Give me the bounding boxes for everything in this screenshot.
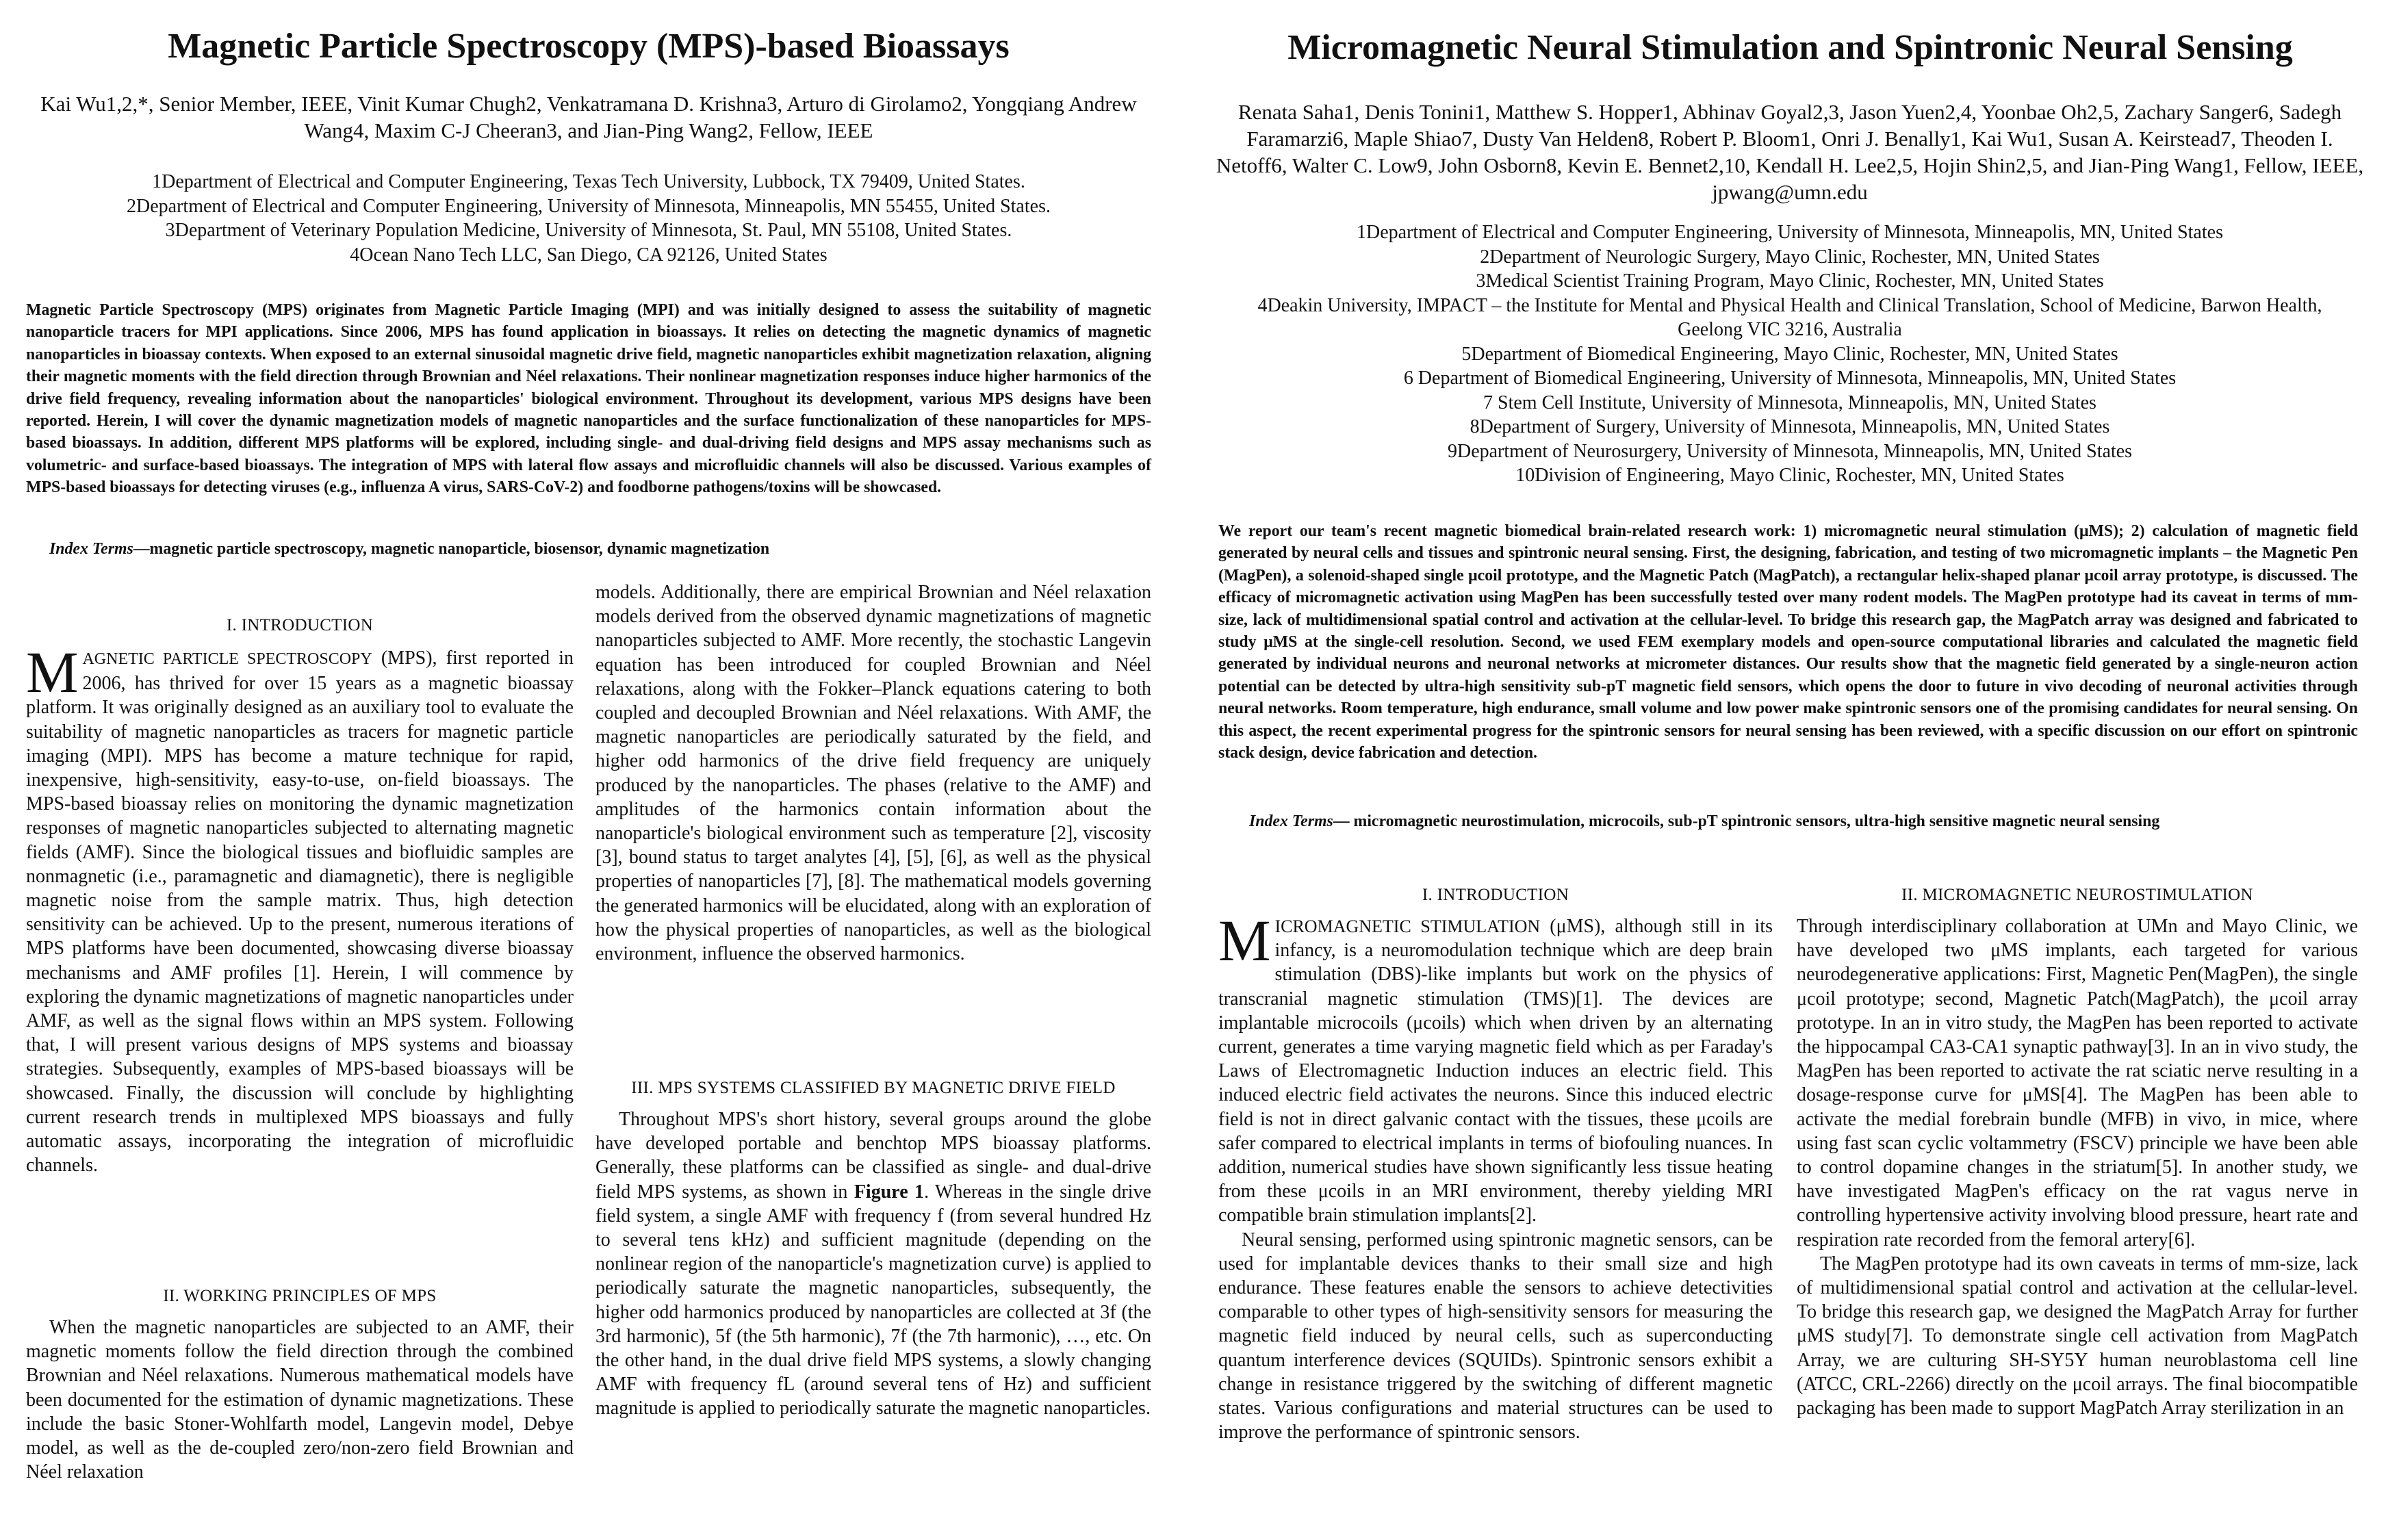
affiliation-line: 5Department of Biomedical Engineering, Mayo Clinic, Rochester, MN, United States (1461, 343, 2118, 365)
affiliation-line: 2Department of Neurologic Surgery, Mayo Clinic, Rochester, MN, United States (1480, 246, 2100, 268)
right-intro-paragraph-2: Neural sensing, performed using spintronic magnetic sensors, can be used for implantable devices thanks to their small size and high endurance. These features enable the sensors to achieve detectivities comparable to other types of high-sensitivity sensors for measuring the magnetic field induced by neural cells, such as superconducting quantum interference devices (SQUIDs). Spintronic sensors exhibit a change in resistance triggered by the switching of different magnetic states. Various configurations and material structures can be used to improve the performance of spintronic sensors. (1218, 1229, 1773, 1443)
left-column-1 (26, 639, 574, 1177)
index-terms-label: Index Terms (49, 540, 133, 558)
working-paragraph: When the magnetic nanoparticles are subjected to an AMF, their magnetic moments follow the field direction through the combined Brownian and Néel relaxations. Numerous mathematical models have been documented for the estimation of dynamic magnetizations. These include the basic Stoner-Wohlfarth model, Langevin model, Debye model, as well as the de-coupled zero/non-zero field Brownian and Néel relaxation (26, 1317, 574, 1483)
left-paper-affiliations (41, 170, 1136, 267)
left-systems-text (595, 1107, 1151, 1421)
affiliation-line: 6 Department of Biomedical Engineering, University of Minnesota, Minneapolis, MN, United States (1403, 368, 2177, 389)
systems-text-a: Throughout MPS's short history, several groups around the globe have developed portable and benchtop MPS bioassay platforms. Generally, these platforms can be classified as single- and dual-drive field MPS systems, as shown in (595, 1109, 1151, 1203)
left-column-2 (595, 580, 1151, 966)
systems-text-b: . Whereas in the single drive field system, a single AMF with frequency f (from several hundred Hz to several tens kHz) and sufficient magnitude (depending on the nonlinear region of the nanoparticle's magnetization curve) is applied to periodically saturate the magnetic nanoparticles, subsequently, the higher odd harmonics produced by nanoparticles are collected at 3f (the 3rd harmonic), 5f (the 5th harmonic), 7f (the 7th harmonic), …, etc. On the other hand, in the dual drive field MPS systems, a slowly changing AMF with frequency fL (around several tens of Hz) and sufficient magnitude is applied to periodically saturate the magnetic nanoparticles. (595, 1181, 1152, 1420)
affiliation-line: 7 Stem Cell Institute, University of Minnesota, Minneapolis, MN, United States (1483, 392, 2096, 413)
intro-caps-lead: ICROMAGNETIC STIMULATION (1274, 916, 1541, 936)
index-terms-text: —magnetic particle spectroscopy, magnetic nanoparticle, biosensor, dynamic magnetization (133, 540, 770, 558)
left-working-heading: II. WORKING PRINCIPLES OF MPS (163, 1287, 437, 1305)
right-stim-heading: II. MICROMAGNETIC NEUROSTIMULATION (1901, 886, 2253, 904)
right-intro-heading: I. INTRODUCTION (1422, 886, 1569, 904)
left-paper-abstract: Magnetic Particle Spectroscopy (MPS) originates from Magnetic Particle Imaging (MPI) and was initially designed to assess the suitability of magnetic nanoparticle tracers for MPI applications. Since 2006, MPS has found application in bioassays. It relies on detecting the magnetic dynamics of magnetic nanoparticles in bioassay contexts. When exposed to an external sinusoidal magnetic drive field, magnetic nanoparticles exhibit magnetization relaxation, aligning their magnetic moments with the field direction through Brownian and Néel relaxations. Their nonlinear magnetization responses induce higher harmonics of the drive field frequency, revealing information about the nanoparticles' biological environment. Throughout its development, various MPS designs have been reported. Herein, I will cover the dynamic magnetization models of magnetic nanoparticles and the surface functionalization of these nanoparticles for MPS-based bioassays. In addition, different MPS platforms will be explored, including single- and dual-driving field designs and MPS assay mechanisms such as volumetric- and surface-based bioassays. The integration of MPS with lateral flow assays and microfluidic channels will also be discussed. Various examples of MPS-based bioassays for detecting viruses (e.g., influenza A virus, SARS-CoV-2) and foodborne pathogens/toxins will be showcased. (26, 301, 1151, 497)
left-paper-index-terms (49, 538, 1144, 560)
dropcap-letter: M (26, 639, 79, 705)
left-systems-heading: III. MPS SYSTEMS CLASSIFIED BY MAGNETIC DRIVE FIELD (631, 1079, 1116, 1097)
left-intro-paragraph (26, 639, 574, 1177)
affiliation-line: 3Department of Veterinary Population Medicine, University of Minnesota, St. Paul, MN 55108, United States. (165, 220, 1012, 241)
right-paper-index-terms (1249, 810, 2358, 832)
right-paper-affiliations (1235, 220, 2344, 488)
index-terms-label: Index Terms (1249, 812, 1333, 830)
right-paper (1194, 0, 2386, 1540)
affiliation-line: 4Ocean Nano Tech LLC, San Diego, CA 92126, United States (350, 244, 828, 266)
intro-caps-lead: AGNETIC PARTICLE SPECTROSCOPY (82, 650, 372, 668)
affiliation-line: 8Department of Surgery, University of Minnesota, Minneapolis, MN, United States (1470, 416, 2110, 437)
left-paper (0, 0, 1177, 1540)
affiliation-line: 10Division of Engineering, Mayo Clinic, Rochester, MN, United States (1515, 465, 2064, 486)
left-paper-title: Magnetic Particle Spectroscopy (MPS)-based Bioassays (168, 27, 1010, 66)
left-working-text (26, 1316, 574, 1484)
right-intro-paragraph (1218, 908, 1773, 1228)
intro-body: (μMS), although still in its infancy, is a neuromodulation technique which are deep brain stimulation (DBS)-like implants but work on the physics of transcranial magnetic stimulation (TMS)[1]. The devices are implantable microcoils (μcoils) which when driven by an alternating current, generates a time varying magnetic field which as per Faraday's Laws of Electromagnetic Induction induces an electric field. This induced electric field activates the neurons. Since this induced electric field is not in direct galvanic contact with the tissues, these μcoils are safer compared to electrical implants in terms of biofouling nuances. In addition, numerical studies have shown significantly less tissue heating from these μcoils in an MRI environment, thereby yielding MRI compatible brain stimulation implants[2]. (1218, 916, 1773, 1227)
figure-reference: Figure 1 (854, 1181, 925, 1203)
dropcap-letter: M (1218, 908, 1271, 973)
left-paper-authors: Kai Wu1,2,*, Senior Member, IEEE, Vinit Kumar Chugh2, Venkatramana D. Krishna3, Arturo di Girolamo2, Yongqiang Andrew Wang4, Maxim C-J Cheeran3, and Jian-Ping Wang2, Fellow, IEEE (40, 92, 1137, 142)
left-intro-heading: I. INTRODUCTION (226, 616, 374, 634)
stim-paragraph: Through interdisciplinary collaboration at UMn and Mayo Clinic, we have developed two μMS implants, each targeted for various neurodegenerative applications: First, Magnetic Pen(MagPen), the single μcoil prototype; second, Magnetic Patch(MagPatch), the μcoil array prototype. In an in vitro study, the MagPen has been reported to activate the hippocampal CA3-CA1 synaptic pathway[3]. In an in vivo study, the MagPen has been reported to activate the rat sciatic nerve resulting in a dosage-response curve for μMS[4]. The MagPen has been able to activate the medial forebrain bundle (MFB) in vivo, in mice, where using fast scan cyclic voltammetry (FSCV) principle we have been able to control dopamine changes in the striatum[5]. In another study, we have investigated MagPen's efficacy on the rat vagus nerve in controlling hypertensive activity involving blood pressure, heart rate and respiration rate recorded from the femoral artery[6]. (1797, 916, 2358, 1250)
right-paper-title: Micromagnetic Neural Stimulation and Spintronic Neural Sensing (1287, 28, 2293, 67)
right-paper-abstract: We report our team's recent magnetic biomedical brain-related research work: 1) micromagnetic neural stimulation (μMS); 2) calculation of magnetic field generated by neural cells and tissues and spintronic neural sensing. First, the designing, fabrication, and testing of two micromagnetic implants – the Magnetic Pen (MagPen), a solenoid-shaped single μcoil prototype, and the Magnetic Patch (MagPatch), a rectangular helix-shaped planar μcoil array prototype, is discussed. The efficacy of micromagnetic activation using MagPen has been successfully tested over many rodent models. The MagPen prototype had its caveat in terms of mm-size, lack of multidimensional spatial control and activation at the cellular-level. To bridge this research gap, the MagPatch array was designed and fabricated to study μMS at the single-cell resolution. Second, we used FEM exemplary models and open-source computational libraries and calculated the magnetic field generated by individual neurons and neuronal networks at micrometer distances. Our results show that the magnetic field generated by a single-neuron action potential can be detected by ultra-high sensitivity sub-pT magnetic field sensors, which opens the door to future in vivo decoding of neuronal activities through neural networks. Room temperature, high endurance, small volume and low power make spintronic sensors one of the promising candidates for neural sensing. On this aspect, the recent experimental progress for the spintronic sensors for neural sensing has been reviewed, with a specific discussion on our effort on spintronic stack design, device fabrication and detection. (1218, 522, 2358, 762)
affiliation-line: 1Department of Electrical and Computer Engineering, University of Minnesota, Minneapolis, MN, United States (1357, 222, 2223, 243)
affiliation-line: 9Department of Neurosurgery, University of Minnesota, Minneapolis, MN, United States (1447, 440, 2133, 462)
right-column-1 (1218, 908, 1773, 1444)
affiliation-line: 2Department of Electrical and Computer Engineering, University of Minnesota, Minneapolis, MN 55455, United States. (127, 195, 1051, 217)
systems-paragraph (595, 1107, 1151, 1421)
intro-body: (MPS), first reported in 2006, has thrived for over 15 years as a magnetic bioassay platform. It was originally designed as an auxiliary tool to evaluate the suitability of magnetic nanoparticles as tracers for magnetic particle imaging (MPI). MPS has become a mature technique for rapid, inexpensive, high-sensitivity, easy-to-use, on-field bioassays. The MPS-based bioassay relies on monitoring the dynamic magnetization responses of magnetic nanoparticles subjected to alternating magnetic fields (AMF). Since the biological tissues and biofluidic samples are nonmagnetic (i.e., paramagnetic and diamagnetic), there is negligible magnetic noise from the sample matrix. Thus, high detection sensitivity can be achieved. Up to the present, numerous iterations of MPS platforms have been documented, showcasing diverse bioassay mechanisms and AMF profiles [1]. Herein, I will commence by exploring the dynamic magnetizations of magnetic nanoparticles under AMF, as well as the signal flows within an MPS system. Following that, I will present various designs of MPS systems and bioassay strategies. Subsequently, examples of MPS-based bioassays will be showcased. Finally, the discussion will conclude by highlighting current research trends in multiplexed MPS bioassays and fully automatic assays, incorporating the integration of microfluidic channels. (26, 647, 574, 1177)
affiliation-line: 4Deakin University, IMPACT – the Institute for Mental and Physical Health and Clinical Translation, School of Medicine, Barwon Health, Geelong VIC 3216, Australia (1257, 294, 2322, 340)
stim-paragraph-2: The MagPen prototype had its own caveats in terms of mm-size, lack of multidimensional spatial control and activation at the cellular-level. To bridge this research gap, we designed the MagPatch Array for further μMS study[7]. To demonstrate single cell activation from MagPatch Array, we are culturing SH-SY5Y human neuroblastoma cell line (ATCC, CRL-2266) directly on the μcoil arrays. The final biocompatible packaging has been made to support MagPatch Array sterilization in an (1797, 1253, 2358, 1420)
right-column-2 (1797, 914, 2358, 1420)
right-paper-authors: Renata Saha1, Denis Tonini1, Matthew S. Hopper1, Abhinav Goyal2,3, Jason Yuen2,4, Yoonbae Oh2,5, Zachary Sanger6, Sadegh Faramarzi6, Maple Shiao7, Dusty Van Helden8, Robert P. Bloom1, Onri J. Benally1, Kai Wu1, Susan A. Keirstead7, Theoden I. Netoff6, Walter C. Low9, John Osborn8, Kevin E. Bennet2,10, Kendall H. Lee2,5, Hojin Shin2,5, and Jian-Ping Wang1, Fellow, IEEE, jpwang@umn.edu (1216, 100, 2364, 204)
col2-paragraph: models. Additionally, there are empirical Brownian and Néel relaxation models derived from the observed dynamic magnetizations of magnetic nanoparticles subjected to AMF. More recently, the stochastic Langevin equation has been introduced for coupled Brownian and Néel relaxations, along with the Fokker–Planck equations catering to both coupled and decoupled Brownian and Néel relaxations. With AMF, the magnetic nanoparticles are periodically saturated by the field, and higher odd harmonics of the drive field frequency are uniquely produced by the nanoparticles. The phases (relative to the AMF) and amplitudes of the harmonics contain information about the nanoparticle's biological environment such as temperature [2], viscosity [3], bound status to target analytes [4], [5], [6], as well as the physical properties of nanoparticles [7], [8]. The mathematical models governing the generated harmonics will be elucidated, along with an exploration of how the physical properties of nanoparticles, as well as the biological environment, influence the observed harmonics. (595, 582, 1151, 965)
index-terms-text: — micromagnetic neurostimulation, microcoils, sub-pT spintronic sensors, ultra-high sensitive magnetic neural sensing (1333, 812, 2160, 830)
affiliation-line: 3Medical Scientist Training Program, Mayo Clinic, Rochester, MN, United States (1476, 270, 2104, 292)
affiliation-line: 1Department of Electrical and Computer Engineering, Texas Tech University, Lubbock, TX 79409, United States. (152, 171, 1025, 192)
